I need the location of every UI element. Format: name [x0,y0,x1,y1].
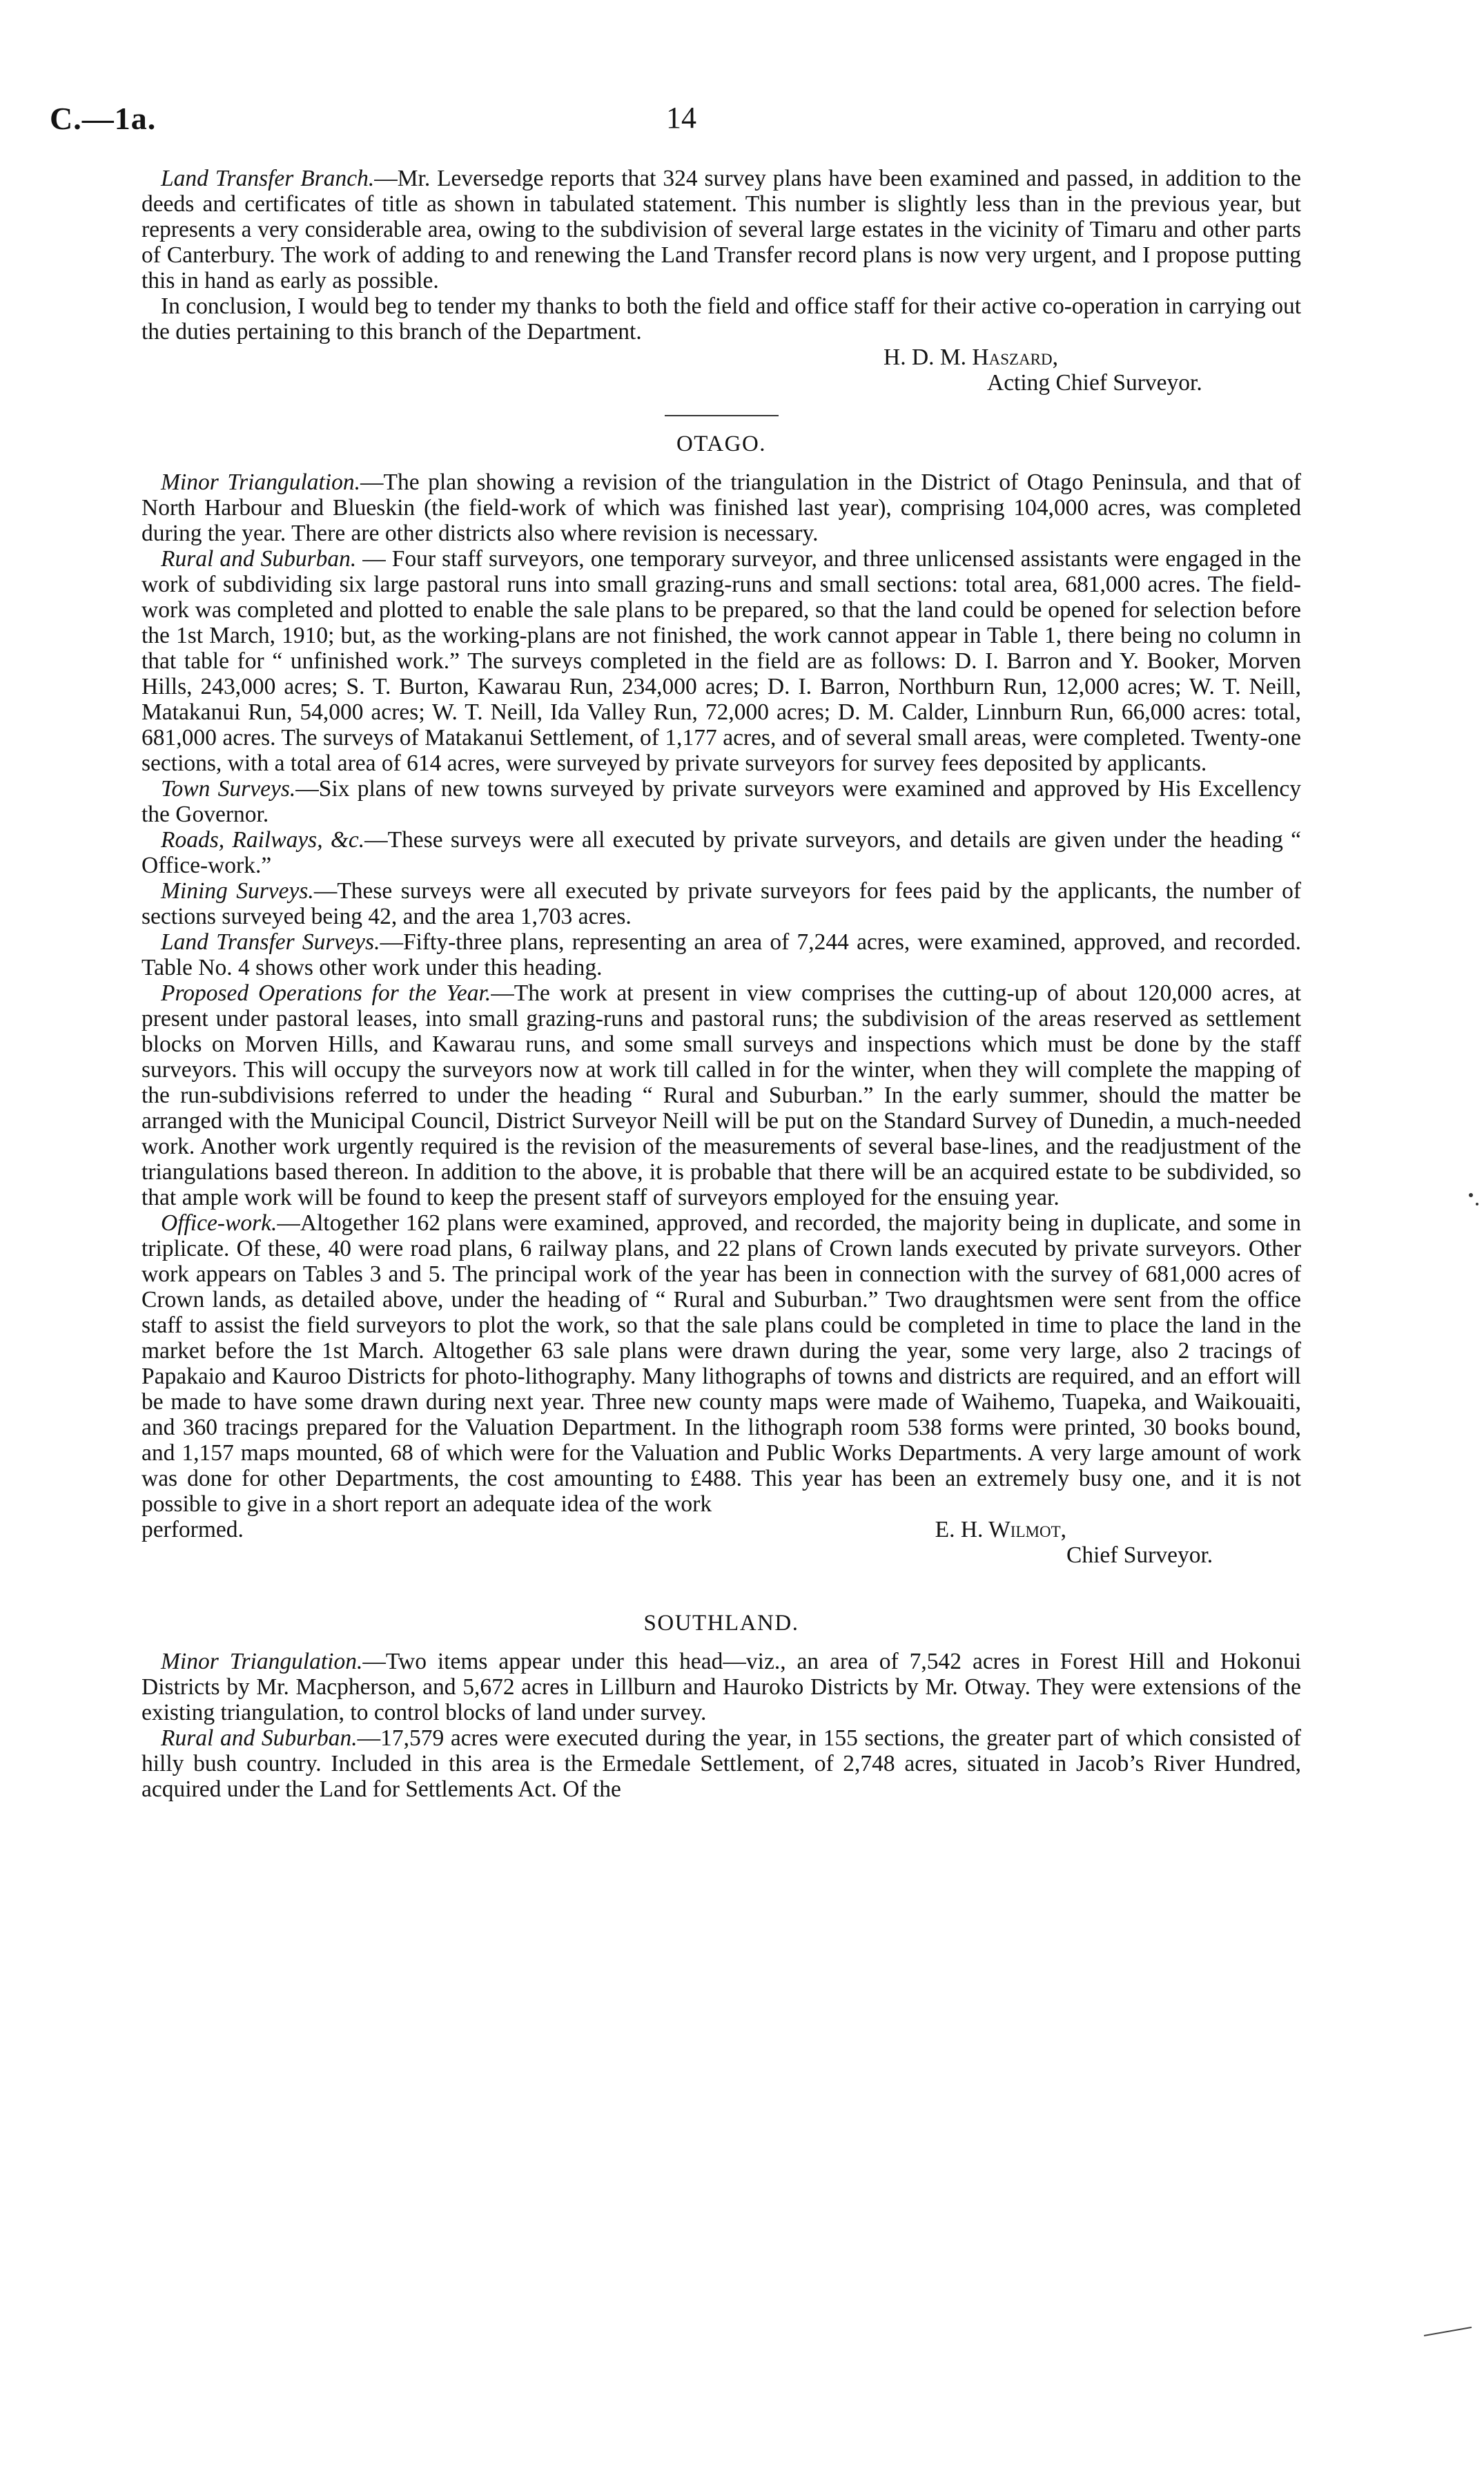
paragraph-otago-roads-railways [141,827,1301,878]
heading-otago-minor-triangulation: Minor Triangulation. [161,469,360,495]
signature-name-haszard: H. D. M. Haszard, [883,345,1059,370]
paragraph-otago-proposed-operations [141,980,1301,1210]
paragraph-southland-rural-suburban [141,1725,1301,1802]
text-otago-proposed-operations: —The work at present in view comprises the cutting-up of about 120,000 acres, at present under pastoral leases, into small grazing-runs and pastoral runs; the subdivision of the areas reserved as settlement blocks on Morven Hills, and Kawarau runs, and some small surveys and inspections which must be done by the staff surveyors. This will occupy the surveyors now at work till called in for the winter, when they will complete the mapping of the run-subdivisions referred to under the heading “ Rural and Suburban.” In the early summer, should the matter be arranged with the Municipal Council, District Surveyor Neill will be put on the Standard Survey of Dunedin, a much-needed work. Another work urgently required is the revision of the measurements of several base-lines, and the readjustment of the triangulations based thereon. In addition to the above, it is probable that there will be an acquired estate to be subdivided, so that ample work will be found to keep the present staff of surveyors employed for the ensuing year. [141,980,1301,1210]
paragraph-otago-mining-surveys [141,878,1301,929]
heading-southland-rural-suburban: Rural and Suburban. [161,1725,358,1751]
text-southland-minor-triangulation: —Two items appear under this head—viz., an area of 7,542 acres in Forest Hill and Hokonui Districts by Mr. Macpherson, and 5,672 acres in Lillburn and Hauroko Districts by Mr. Otway. They were extensions of the existing triangulation, to control blocks of land under survey. [141,1649,1301,1725]
document-body [141,166,1301,1802]
heading-otago-rural-suburban: Rural and Suburban. [161,546,357,572]
text-otago-roads-railways: —These surveys were all executed by private surveyors, and details are given under the heading “ Office-work.” [141,827,1301,878]
signature-row-wilmot [141,1517,1301,1542]
text-otago-office-work-end: performed. [141,1517,244,1542]
text-land-transfer-branch: —Mr. Leversedge reports that 324 survey plans have been examined and passed, in addition to the deeds and certificates of title as shown in tabulated statement. This number is slightly less than in the previous year, but represents a very considerable area, owing to the subdivision of several large estates in the vicinity of Timaru and other parts of Canterbury. The work of adding to and renewing the Land Transfer record plans is now very urgent, and I propose putting this in hand as early as possible. [141,166,1301,293]
text-otago-town-surveys: —Six plans of new towns surveyed by private surveyors were examined and approved by His Excellency the Governor. [141,776,1301,827]
margin-pencil-mark [1423,2323,1472,2336]
heading-otago-office-work: Office-work. [161,1210,277,1236]
margin-speck-small [1476,1203,1478,1205]
signature-title-haszard: Acting Chief Surveyor. [987,370,1202,396]
heading-otago-land-transfer-surveys: Land Transfer Surveys. [161,929,380,955]
paragraph-otago-rural-suburban [141,546,1301,776]
section-title-otago: OTAGO. [676,432,767,456]
series-code: C.—1a. [50,101,157,136]
section-title-southland: SOUTHLAND. [643,1611,799,1636]
page-number: 14 [666,101,696,135]
text-otago-mining-surveys: —These surveys were all executed by private surveyors for fees paid by the applicants, the number of sections surveyed being 42, and the area 1,703 acres. [141,878,1302,929]
heading-southland-minor-triangulation: Minor Triangulation. [161,1649,363,1674]
paragraph-otago-land-transfer-surveys [141,929,1301,980]
paragraph-conclusion: In conclusion, I would beg to tender my thanks to both the field and office staff for their active co-operation in carrying out the duties pertaining to this branch of the Department. [141,293,1301,345]
signature-title-wilmot: Chief Surveyor. [1066,1542,1213,1568]
heading-otago-mining-surveys: Mining Surveys. [161,878,314,904]
margin-speck [1469,1193,1473,1197]
paragraph-southland-minor-triangulation [141,1649,1301,1725]
heading-otago-town-surveys: Town Surveys. [161,776,296,802]
paragraph-otago-town-surveys [141,776,1301,827]
text-otago-minor-triangulation: —The plan showing a revision of the triangulation in the District of Otago Peninsula, and that of North Harbour and Blueskin (the field-work of which was finished last year), comprising 104,000 acres, was completed during the year. There are other districts also where revision is necessary. [141,469,1301,546]
heading-otago-proposed-operations: Proposed Operations for the Year. [161,980,491,1006]
section-divider [665,415,779,416]
text-otago-land-transfer-surveys: —Fifty-three plans, representing an area of 7,244 acres, were examined, approved, and recorded. Table No. 4 shows other work under this heading. [141,929,1301,980]
signature-name-wilmot: E. H. Wilmot, [935,1517,1066,1542]
paragraph-otago-minor-triangulation [141,469,1301,546]
text-otago-office-work: —Altogether 162 plans were examined, approved, and recorded, the majority being in duplicate, and some in triplicate. Of these, 40 were road plans, 6 railway plans, and 22 plans of Crown lands executed by private surveyors. Other work appears on Tables 3 and 5. The principal work of the year has been in connection with the survey of 681,000 acres of Crown lands, as detailed above, under the heading of “ Rural and Suburban.” Two draughtsmen were sent from the office staff to assist the field surveyors to plot the work, so that the sale plans could be completed in time to place the land in the market before the 1st March. Altogether 63 sale plans were drawn during the year, some very large, also 2 tracings of Papakaio and Kauroo Districts for photo-lithography. Many lithographs of towns and districts are required, and an effort will be made to have some drawn during next year. Three new county maps were made of Waihemo, Tuapeka, and Waikouaiti, and 360 tracings prepared for the Valuation Department. In the lithograph room 538 forms were printed, 30 books bound, and 1,157 maps mounted, 68 of which were for the Valuation and Public Works Departments. A very large amount of work was done for other Departments, the cost amounting to £488. This year has been an extremely busy one, and it is not possible to give in a short report an adequate idea of the work [141,1210,1301,1517]
paragraph-otago-office-work [141,1210,1301,1517]
text-otago-rural-suburban: — Four staff surveyors, one temporary surveyor, and three unlicensed assistants were engaged in the work of subdividing six large pastoral runs into small grazing-runs and small sections: total area, 681,000 acres. The field-work was completed and plotted to enable the sale plans to be prepared, so that the land could be opened for selection before the 1st March, 1910; but, as the working-plans are not finished, the work cannot appear in Table 1, there being no column in that table for “ unfinished work.” The surveys completed in the field are as follows: D. I. Barron and Y. Booker, Morven Hills, 243,000 acres; S. T. Burton, Kawarau Run, 234,000 acres; D. I. Barron, Northburn Run, 12,000 acres; W. T. Neill, Matakanui Run, 54,000 acres; W. T. Neill, Ida Valley Run, 72,000 acres; D. M. Calder, Linnburn Run, 66,000 acres: total, 681,000 acres. The surveys of Matakanui Settlement, of 1,177 acres, and of several small areas, were completed. Twenty-one sections, with a total area of 614 acres, were surveyed by private surveyors for survey fees deposited by applicants. [141,546,1301,776]
paragraph-land-transfer-branch [141,166,1301,293]
heading-otago-roads-railways: Roads, Railways, &c. [161,827,365,853]
text-southland-rural-suburban: —17,579 acres were executed during the year, in 155 sections, the greater part of which consisted of hilly bush country. Included in this area is the Ermedale Settlement, of 2,748 acres, situated in Jacob’s River Hundred, acquired under the Land for Settlements Act. Of the [141,1725,1301,1802]
heading-land-transfer-branch: Land Transfer Branch. [161,166,375,191]
